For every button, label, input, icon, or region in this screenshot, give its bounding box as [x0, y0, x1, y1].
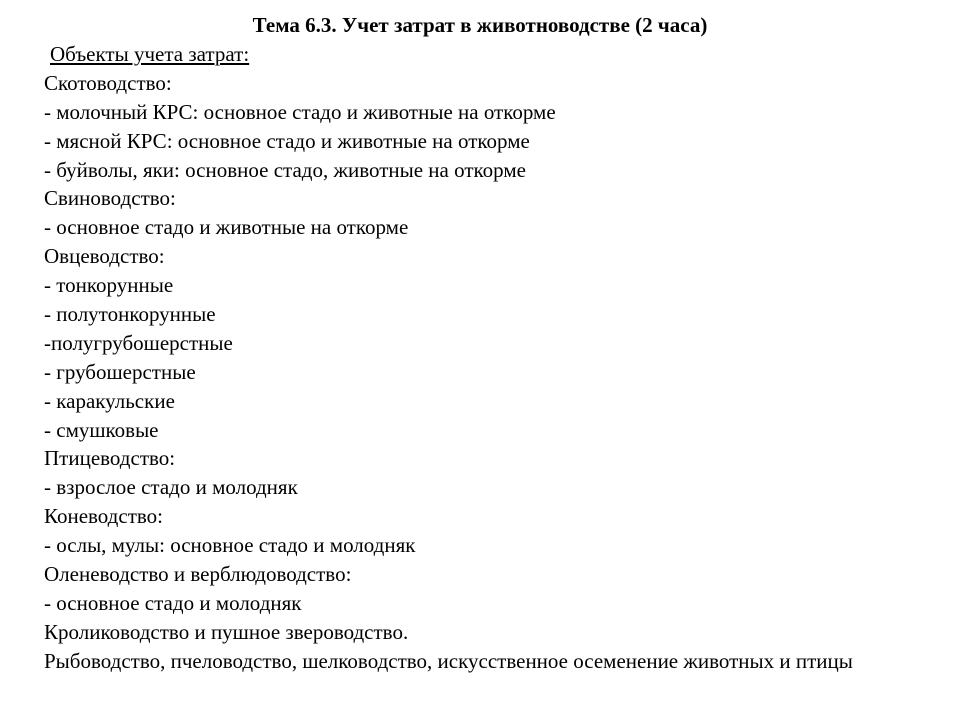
- category-heading-reindeer-camels: Оленеводство и верблюдоводство:: [44, 562, 352, 587]
- document-body: [44, 40, 912, 676]
- list-item: - взрослое стадо и молодняк: [44, 475, 298, 500]
- category-heading-poultry: Птицеводство:: [44, 446, 176, 471]
- list-item: - молочный КРС: основное стадо и животные на откорме: [44, 99, 556, 124]
- list-item: - ослы, мулы: основное стадо и молодняк: [44, 533, 416, 558]
- page-title: Тема 6.3. Учет затрат в животноводстве (2 часа): [252, 13, 708, 37]
- list-item: -полугрубошерстные: [44, 330, 233, 355]
- category-heading-sheep: Овцеводство:: [44, 244, 165, 269]
- category-heading-rabbits-fur: Кролиководство и пушное звероводство.: [44, 619, 409, 644]
- section-subtitle: Объекты учета затрат:: [50, 42, 250, 66]
- list-item: - тонкорунные: [44, 273, 174, 298]
- category-heading-horses: Коневодство:: [44, 504, 163, 529]
- list-item: - буйволы, яки: основное стадо, животные на откорме: [44, 157, 526, 182]
- list-item: - полутонкорунные: [44, 302, 216, 327]
- category-heading-pigs: Свиноводство:: [44, 186, 176, 211]
- list-item: - грубошерстные: [44, 359, 196, 384]
- category-heading-other: Рыбоводство, пчеловодство, шелководство, искусственное осеменение животных и птицы: [44, 648, 853, 673]
- list-item: - основное стадо и молодняк: [44, 590, 302, 615]
- list-item: - смушковые: [44, 417, 159, 442]
- list-item: - каракульские: [44, 388, 175, 413]
- list-item: - основное стадо и животные на откорме: [44, 215, 409, 240]
- category-heading-cattle: Скотоводство:: [44, 70, 172, 95]
- list-item: - мясной КРС: основное стадо и животные на откорме: [44, 128, 530, 153]
